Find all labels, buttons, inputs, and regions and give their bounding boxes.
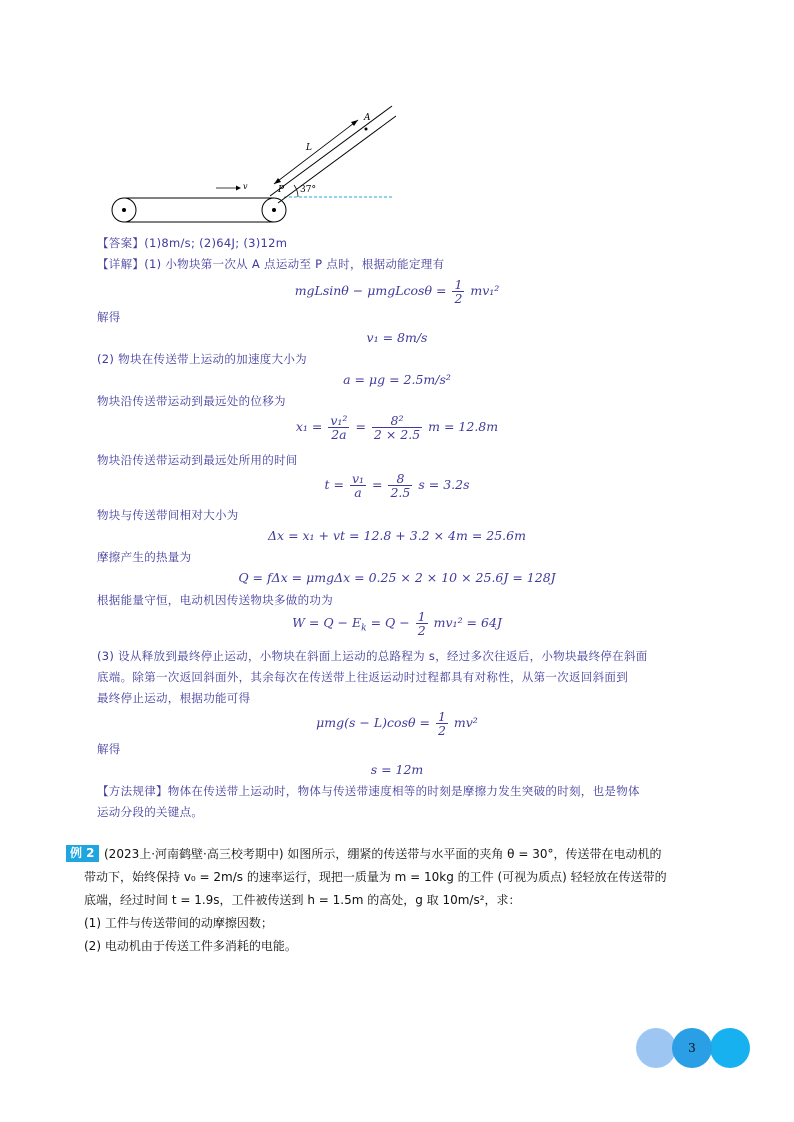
point-p-label: P	[278, 185, 285, 195]
part3-line-1: (3) 设从释放到最终停止运动，小物块在斜面上运动的总路程为 s，经过多次往返后，小物块最终停在斜面	[97, 649, 648, 663]
equation-2: v₁ = 8m/s	[366, 330, 428, 345]
method-line-2: 运动分段的关键点。	[97, 805, 204, 819]
equation-3: a = μg = 2.5m/s²	[343, 372, 451, 387]
explain-line-1: 【详解】(1) 小物块第一次从 A 点运动至 P 点时，根据动能定理有	[97, 257, 445, 271]
example-line-2: 带动下，始终保持 v₀ = 2m/s 的速率运行，现把一质量为 m = 10kg 的工件 (可视为质点) 轻轻放在传送带的	[84, 870, 667, 884]
equation-7: Q = fΔx = μmgΔx = 0.25 × 2 × 10 × 25.6J = 128J	[238, 570, 556, 585]
conveyor-figure	[100, 100, 400, 230]
answer-line: 【答案】(1)8m/s; (2)64J; (3)12m	[97, 236, 288, 250]
part2-line: (2) 物块在传送带上运动的加速度大小为	[97, 352, 307, 366]
page-deco-circle-1	[636, 1028, 676, 1068]
solve-label-2: 解得	[97, 742, 121, 756]
page-deco-circle-3	[710, 1028, 750, 1068]
velocity-label: v	[243, 182, 248, 191]
displacement-line: 物块沿传送带运动到最远处的位移为	[97, 394, 286, 408]
question-2: (2) 电动机由于传送工件多消耗的电能。	[84, 939, 297, 953]
equation-10: s = 12m	[370, 762, 424, 777]
page-number: 3	[688, 1041, 696, 1055]
part3-line-3: 最终停止运动，根据功能可得	[97, 691, 251, 705]
length-label: L	[306, 143, 312, 153]
time-line: 物块沿传送带运动到最远处所用的时间	[97, 453, 298, 467]
equation-1: mgLsinθ − μmgLcosθ = $\frac{1}{2}$ mv₁²	[294, 277, 500, 306]
energy-line: 根据能量守恒，电动机因传送物块多做的功为	[97, 593, 333, 607]
example-line-1: (2023上·河南鹤壁·高三校考期中) 如图所示，绷紧的传送带与水平面的夹角 θ = 30°，传送带在电动机的	[104, 847, 662, 861]
question-1: (1) 工件与传送带间的动摩擦因数；	[84, 916, 273, 930]
example-badge: 例 2	[66, 845, 99, 862]
relative-line: 物块与传送带间相对大小为	[97, 508, 239, 522]
equation-6: Δx = x₁ + vt = 12.8 + 3.2 × 4m = 25.6m	[268, 528, 526, 543]
equation-8: $W = Q - E_k = Q$ − $\frac{1}{2}$ mv₁² = 64J	[292, 609, 502, 638]
equation-4: x₁ = $\frac{\text{v₁²}}{2a}$ = $\frac{\text{8²}}{2 \times 2.5}$ m = 12.8m	[295, 413, 499, 442]
solve-label-1: 解得	[97, 310, 121, 324]
method-line-1: 【方法规律】物体在传送带上运动时，物体与传送带速度相等的时刻是摩擦力发生突破的时刻，也是物体	[97, 784, 640, 798]
example-line-3: 底端，经过时间 t = 1.9s，工件被传送到 h = 1.5m 的高处，g 取 10m/s²，求：	[84, 893, 521, 907]
equation-9: μmg(s − L)cosθ = $\frac{1}{2}$ mv²	[316, 709, 478, 738]
part3-line-2: 底端。除第一次返回斜面外，其余每次在传送带上往返运动时过程都具有对称性，从第一次返回斜面到	[97, 670, 628, 684]
heat-line: 摩擦产生的热量为	[97, 550, 192, 564]
point-a-label: A	[364, 113, 371, 123]
angle-label: 37°	[300, 185, 316, 195]
equation-5: t = $\frac{\text{v₁}}{a}$ = $\frac{8}{2.5}$ s = 3.2s	[324, 471, 470, 500]
